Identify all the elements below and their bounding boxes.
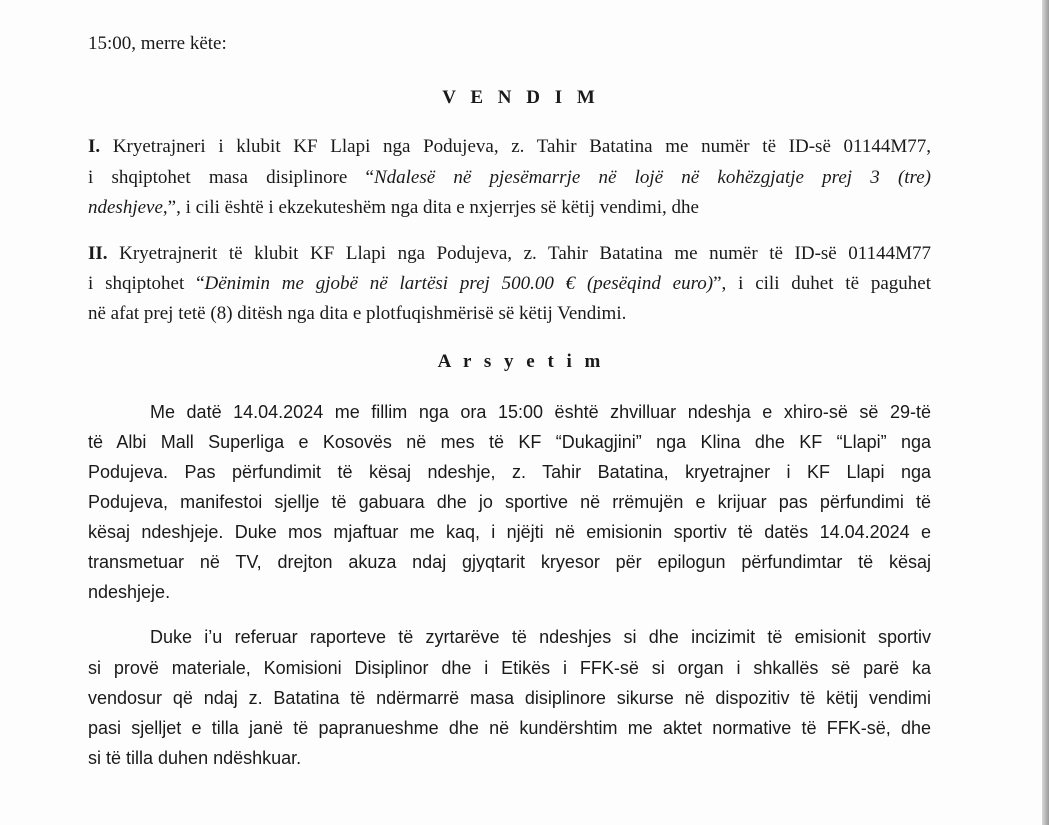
point2-number: II.: [88, 243, 108, 264]
para2-line: vendosur që ndaj z. Batatina të ndërmarrë masa disiplinore sikurse në dispozitiv të këtij vendimi: [88, 688, 931, 708]
point2-line2-c: ”, i cili duhet të paguhet: [713, 273, 931, 294]
para2-line: pasi sjelljet e tilla janë të papranueshme dhe në kundërshtim me aktet normative të FFK-së, dhe: [88, 718, 931, 738]
cut-off-line: 15:00, merre këte:: [88, 33, 227, 54]
para1-line: kësaj ndeshjeje. Duke mos mjaftuar me kaq, i njëjti në emisionin sportiv të datës 14.04.2024 e: [88, 522, 931, 542]
point1-line1: [88, 135, 931, 159]
para1-line: Me datë 14.04.2024 me fillim nga ora 15:00 është zhvilluar ndeshja e xhiro-së së 29-të: [150, 402, 931, 422]
point1-line3-a: ndeshjeve: [88, 197, 163, 218]
para1-line: të Albi Mall Superliga e Kosovës në mes të KF “Dukagjini” nga Klina dhe KF “Llapi” nga: [88, 432, 931, 452]
point2-line1: [88, 242, 931, 266]
para1-line: transmetuar në TV, drejton akuza ndaj gjyqtarit kryesor për epilogun përfundimtar të kësaj: [88, 552, 931, 572]
point2-line3: në afat prej tetë (8) ditësh nga dita e plotfuqishmërisë së këtij Vendimi.: [88, 303, 627, 324]
para1-line: Podujeva, manifestoi sjellje të gabuara dhe jo sportive në rrëmujën e krijuar pas përfundimi të: [88, 492, 931, 512]
point2-line2: [88, 272, 931, 296]
vendim-heading: V E N D I M: [442, 87, 600, 108]
point1-line1-text: Kryetrajneri i klubit KF Llapi nga Podujeva, z. Tahir Batatina me numër të ID-së 01144M77,: [112, 136, 931, 157]
para2-line: si të tilla duhen ndëshkuar.: [88, 748, 302, 768]
point2-line2-b: Dënimin me gjobë në lartësi prej 500.00 € (pesëqind euro): [204, 273, 714, 294]
point2-line2-a: i shqiptohet “: [88, 273, 205, 294]
para2-line: Duke i’u referuar raporteve të zyrtarëve të ndeshjes si dhe incizimit të emisionit sportiv: [150, 627, 931, 647]
point1-line3-b: ,”, i cili është i ekzekuteshëm nga dita e nxjerrjes së këtij vendimi, dhe: [162, 197, 699, 218]
para1-line: Podujeva. Pas përfundimit të kësaj ndeshje, z. Tahir Batatina, kryetrajner i KF Llapi nga: [88, 462, 931, 482]
para2-line: si provë materiale, Komisioni Disiplinor dhe i Etikës i FFK-së si organ i shkallës së parë ka: [88, 658, 931, 678]
point1-line2-a: i shqiptohet masa disiplinore “: [88, 167, 374, 188]
para1-line: ndeshjeje.: [88, 582, 171, 602]
point1-line3: [88, 196, 931, 220]
arsyetim-heading: A r s y e t i m: [437, 351, 605, 372]
point1-number: I.: [88, 136, 101, 157]
point1-line2-b: Ndalesë në pjesëmarrje në lojë në kohëzgjatje prej 3 (tre): [373, 167, 932, 188]
point1-line2: [88, 166, 931, 190]
page-edge-shadow: [1042, 0, 1049, 825]
point2-line1-text: Kryetrajnerit të klubit KF Llapi nga Podujeva, z. Tahir Batatina me numër të ID-së 01144M77: [119, 243, 931, 264]
